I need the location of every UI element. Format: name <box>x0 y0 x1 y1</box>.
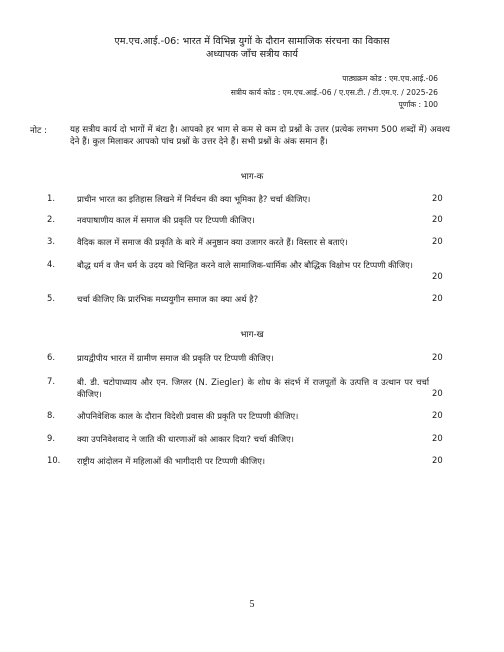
question-number: 7. <box>47 376 55 386</box>
question-text: औपनिवेशिक काल के दौरान विदेशी प्रवास की प्रकृति पर टिप्पणी कीजिए। <box>77 411 299 421</box>
question-text: बौद्ध धर्म व जैन धर्म के उदय को चिन्हित करने वाले सामाजिक-धार्मिक और बौद्धिक विक्षोभ पर टिप्पणी कीजिए। <box>77 260 413 270</box>
page-number: 5 <box>249 599 255 610</box>
question-text: प्रायद्वीपीय भारत में ग्रामीण समाज की प्रकृति पर टिप्पणी कीजिए। <box>77 353 274 363</box>
question-number: 8. <box>47 410 55 420</box>
question-text: नवपाषाणीय काल में समाज की प्रकृति पर टिप्पणी कीजिए। <box>77 215 255 225</box>
question-text: राष्ट्रीय आंदोलन में महिलाओं की भागीदारी पर टिप्पणी कीजिए। <box>77 456 266 466</box>
document-subtitle: अध्यापक जाँच सत्रीय कार्य <box>206 49 298 60</box>
section-title-a: भाग-क <box>240 172 264 182</box>
question-number: 10. <box>47 455 61 465</box>
section-title-b: भाग-ख <box>240 330 264 340</box>
question-number: 5. <box>47 293 55 303</box>
question-marks: 20 <box>432 271 443 281</box>
question-number: 1. <box>47 193 55 203</box>
question-text: क्या उपनिवेशवाद ने जाति की धारणाओं को आकार दिया? चर्चा कीजिए। <box>77 434 294 444</box>
question-marks: 20 <box>432 455 443 465</box>
question-text: वैदिक काल में समाज की प्रकृति के बारे में अनुष्ठान क्या उजागर करते हैं। विस्तार से बताएं। <box>77 237 348 247</box>
question-marks: 20 <box>432 193 443 203</box>
question-number: 3. <box>47 236 55 246</box>
question-text: बी. डी. चटोपाध्याय और एन. जिग्लर (N. Ziegler) के शोध के संदर्भ में राजपूतों के उत्पत्ति व उत्थान पर चर्चा कीजिए। <box>77 377 429 399</box>
question-marks: 20 <box>432 214 443 224</box>
assignment-code: सत्रीय कार्य कोड : एम.एच.आई.-06 / ए.एस.टी. / टी.एम.ए. / 2025-26 <box>230 88 438 97</box>
question-marks: 20 <box>432 388 443 398</box>
question-text: चर्चा कीजिए कि प्रारंभिक मध्ययुगीन समाज का क्या अर्थ है? <box>77 294 259 304</box>
max-marks: पूर्णांक : 100 <box>398 100 438 109</box>
question-text: प्राचीन भारत का इतिहास लिखने में निर्वचन की क्या भूमिका है? चर्चा कीजिए। <box>77 194 311 204</box>
question-marks: 20 <box>432 410 443 420</box>
course-code: पाठ्यक्रम कोड : एम.एच.आई.-06 <box>342 74 438 83</box>
document-title: एम.एच.आई.-06: भारत में विभिन्न युगों के दौरान सामाजिक संरचना का विकास <box>114 36 390 47</box>
note-text: यह सत्रीय कार्य दो भागों में बंटा है। आपको हर भाग से कम से कम दो प्रश्नों के उत्तर (प्रत्येक लगभग 500 शब्दों में) अवश्य देने हैं। कुल मिलाकर आपको पांच प्रश्नों के उत्तर देने हैं। सभी प्रश्नों के अंक समान हैं। <box>70 125 450 147</box>
question-number: 9. <box>47 433 55 443</box>
question-number: 6. <box>47 352 55 362</box>
question-number: 2. <box>47 214 55 224</box>
question-number: 4. <box>47 259 55 269</box>
question-marks: 20 <box>432 352 443 362</box>
question-marks: 20 <box>432 293 443 303</box>
note-label: नोट : <box>30 126 47 136</box>
question-marks: 20 <box>432 433 443 443</box>
question-marks: 20 <box>432 236 443 246</box>
